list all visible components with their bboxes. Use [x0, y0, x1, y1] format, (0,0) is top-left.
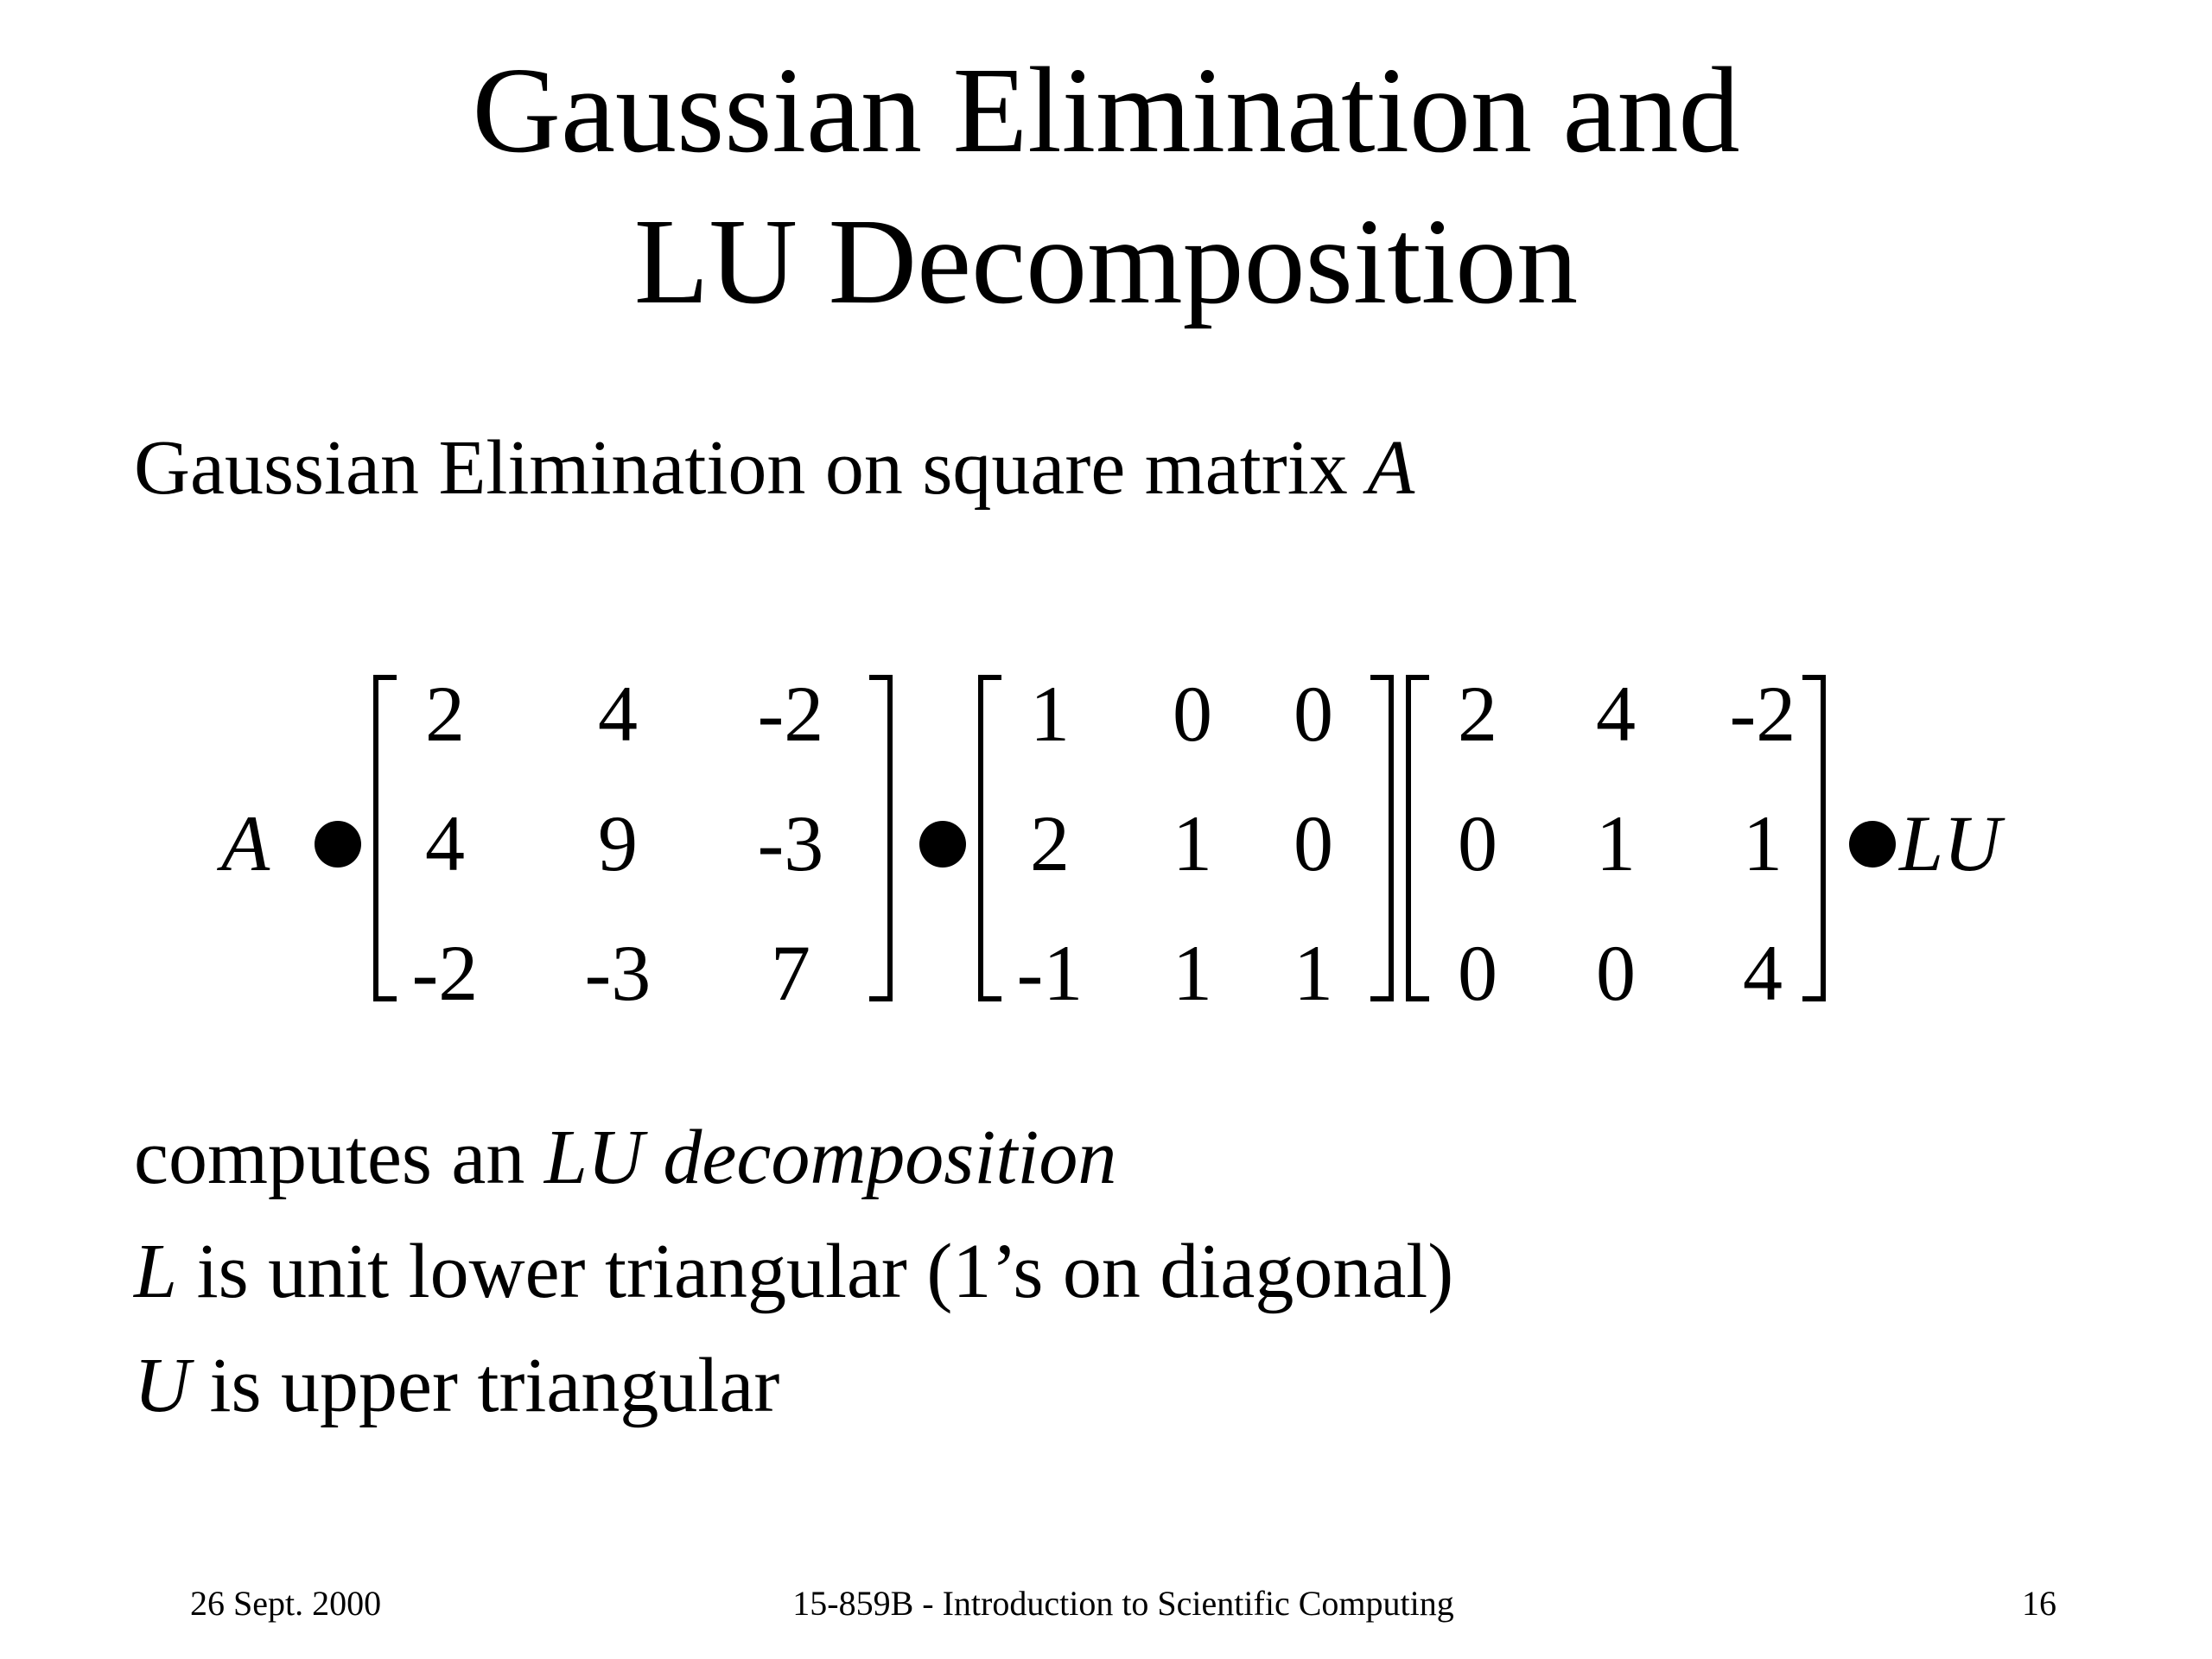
- body-variable: L: [134, 1229, 178, 1314]
- intro-line: [134, 425, 1414, 512]
- matrix-u-cell: 0: [1596, 929, 1636, 1017]
- matrix-u-cell: 0: [1458, 929, 1497, 1017]
- matrix-l-cell: 1: [1030, 670, 1070, 758]
- body-text: is unit lower triangular (1’s on diagonal): [177, 1229, 1454, 1314]
- equals-symbol: [315, 821, 361, 868]
- right-bracket-icon: [1365, 674, 1400, 1002]
- matrix-l-cell: 1: [1173, 799, 1212, 887]
- matrix-a-cell: -2: [757, 670, 824, 758]
- body-line-2: [134, 1229, 1453, 1315]
- matrix-l-cell: 1: [1173, 929, 1212, 1017]
- matrix-u-cell: 4: [1743, 929, 1783, 1017]
- body-line-1: [134, 1115, 1116, 1201]
- right-bracket-icon: [1797, 674, 1832, 1002]
- matrix-a-cell: 2: [425, 670, 465, 758]
- intro-text: Gaussian Elimination on square matrix: [134, 425, 1368, 511]
- matrix-u-cell: 1: [1743, 799, 1783, 887]
- matrix-u-cell: 1: [1596, 799, 1636, 887]
- matrix-l-cell: 2: [1030, 799, 1070, 887]
- footer-date: 26 Sept. 2000: [190, 1584, 382, 1623]
- body-emphasis: LU decomposition: [543, 1115, 1117, 1200]
- matrix-l-cell: 0: [1173, 670, 1212, 758]
- footer-page-number: 16: [2022, 1584, 2056, 1623]
- title-line-2: LU Decomposition: [633, 193, 1579, 329]
- body-text: is upper triangular: [190, 1343, 780, 1428]
- slide-title: [0, 35, 2212, 337]
- matrix-l-cell: 0: [1294, 670, 1333, 758]
- body-variable: U: [134, 1343, 190, 1428]
- matrix-a-cell: 4: [598, 670, 638, 758]
- lhs-variable: A: [221, 799, 270, 887]
- matrix-a-cell: -3: [584, 929, 652, 1017]
- matrix-l-cell: -1: [1016, 929, 1084, 1017]
- left-bracket-icon: [367, 674, 402, 1002]
- intro-variable: A: [1367, 425, 1415, 511]
- lu-equation: [0, 639, 2212, 1037]
- equals-symbol: [919, 821, 966, 868]
- left-bracket-icon: [1400, 674, 1434, 1002]
- matrix-a-cell: 7: [771, 929, 810, 1017]
- matrix-a-cell: 4: [425, 799, 465, 887]
- matrix-l-cell: 0: [1294, 799, 1333, 887]
- matrix-a-cell: -2: [411, 929, 479, 1017]
- matrix-a-cell: -3: [757, 799, 824, 887]
- matrix-l-cell: 1: [1294, 929, 1333, 1017]
- equals-symbol: [1849, 821, 1896, 868]
- matrix-u-cell: 2: [1458, 670, 1497, 758]
- body-line-3: [134, 1343, 779, 1429]
- left-bracket-icon: [972, 674, 1007, 1002]
- matrix-u-cell: 0: [1458, 799, 1497, 887]
- body-text: computes an: [134, 1115, 544, 1200]
- right-bracket-icon: [864, 674, 899, 1002]
- title-line-1: Gaussian Elimination and: [472, 41, 1740, 178]
- footer-course: 15-859B - Introduction to Scientific Computing: [792, 1584, 1454, 1623]
- rhs-variable: LU: [1899, 799, 2001, 887]
- matrix-a-cell: 9: [598, 799, 638, 887]
- matrix-u-cell: -2: [1729, 670, 1796, 758]
- matrix-u-cell: 4: [1596, 670, 1636, 758]
